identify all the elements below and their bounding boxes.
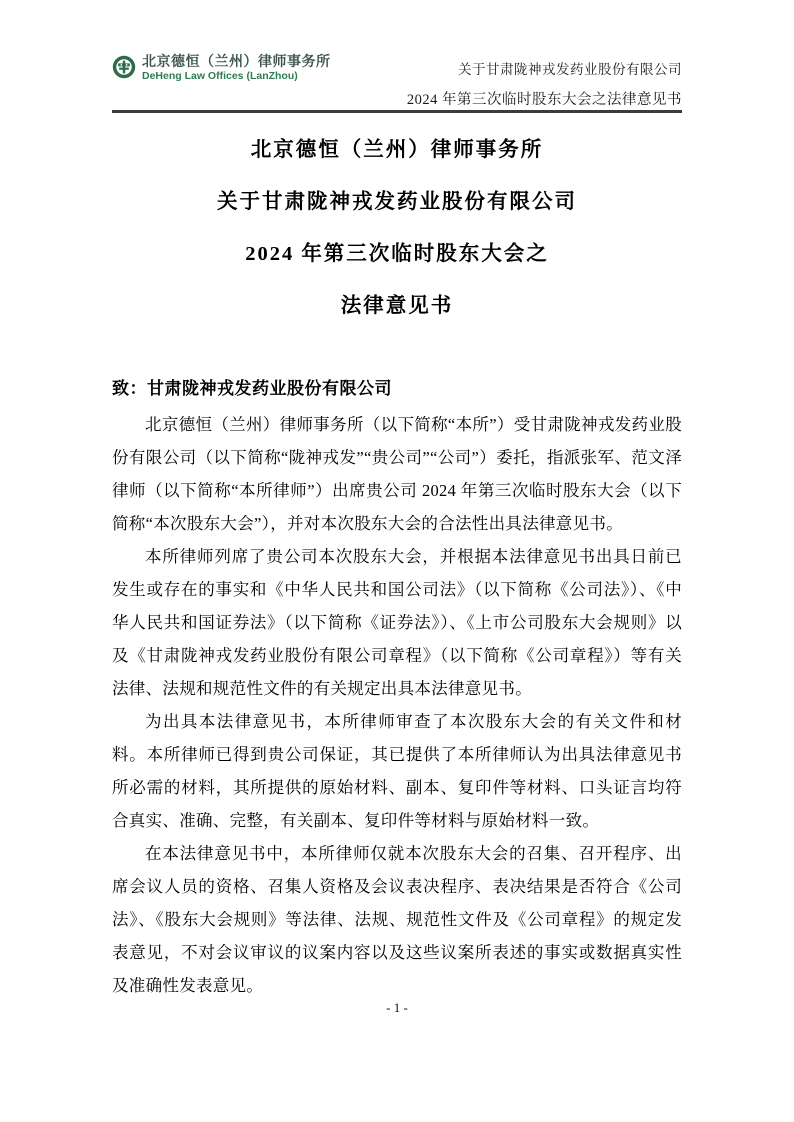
deheng-seal-icon xyxy=(112,55,136,79)
title-line-company: 关于甘肃陇神戎发药业股份有限公司 xyxy=(217,191,577,213)
document-title xyxy=(112,124,682,332)
document-body xyxy=(112,408,682,1002)
title-line-doctype: 法律意见书 xyxy=(340,295,454,317)
header-ref-line1: 关于甘肃陇神戎发药业股份有限公司 xyxy=(458,62,682,77)
header-divider xyxy=(112,110,682,113)
logo-cn-text: 北京德恒（兰州）律师事务所 xyxy=(142,53,331,69)
title-line-meeting: 2024 年第三次临时股东大会之 xyxy=(245,243,549,265)
page-number: - 1 - xyxy=(386,1000,408,1015)
logo-en-text: DeHeng Law Offices (LanZhou) xyxy=(142,70,298,82)
header-doc-reference xyxy=(407,58,682,109)
logo-text-block xyxy=(142,54,331,82)
title-line-firm: 北京德恒（兰州）律师事务所 xyxy=(250,139,544,161)
header-ref-line2: 2024 年第三次临时股东大会之法律意见书 xyxy=(406,92,682,108)
body-paragraph: 在本法律意见书中，本所律师仅就本次股东大会的召集、召开程序、出席会议人员的资格、召集人资格及会议表决程序、表决结果是否符合《公司法》、《股东大会规则》等法律、法规、规范性文件及《公司章程》的规定发表意见，不对会议审议的议案内容以及这些议案所表述的事实或数据真实性及准确性发表意见。 xyxy=(112,844,682,995)
body-paragraph: 本所律师列席了贵公司本次股东大会，并根据本法律意见书出具日前已发生或存在的事实和《中华人民共和国公司法》（以下简称《公司法》）、《中华人民共和国证券法》（以下简称《证券法》）、《上市公司股东大会规则》以及《甘肃陇神戎发药业股份有限公司章程》（以下简称《公司章程》）等有关法律、法规和规范性文件的有关规定出具本法律意见书。 xyxy=(112,547,682,698)
salutation-line: 致：甘肃陇神戎发药业股份有限公司 xyxy=(112,379,392,398)
body-paragraph: 为出具本法律意见书，本所律师审查了本次股东大会的有关文件和材料。本所律师已得到贵公司保证，其已提供了本所律师认为出具法律意见书所必需的材料，其所提供的原始材料、副本、复印件等材料、口头证言均符合真实、准确、完整，有关副本、复印件等材料与原始材料一致。 xyxy=(112,712,682,830)
law-firm-logo xyxy=(112,54,331,82)
body-paragraph: 北京德恒（兰州）律师事务所（以下简称“本所”）受甘肃陇神戎发药业股份有限公司（以下简称“陇神戎发”“贵公司”“公司”）委托，指派张军、范文泽律师（以下简称“本所律师”）出席贵公司 2024 年第三次临时股东大会（以下简称“本次股东大会”），并对本次股东大会的合法性出具法律意见书。 xyxy=(112,415,682,533)
